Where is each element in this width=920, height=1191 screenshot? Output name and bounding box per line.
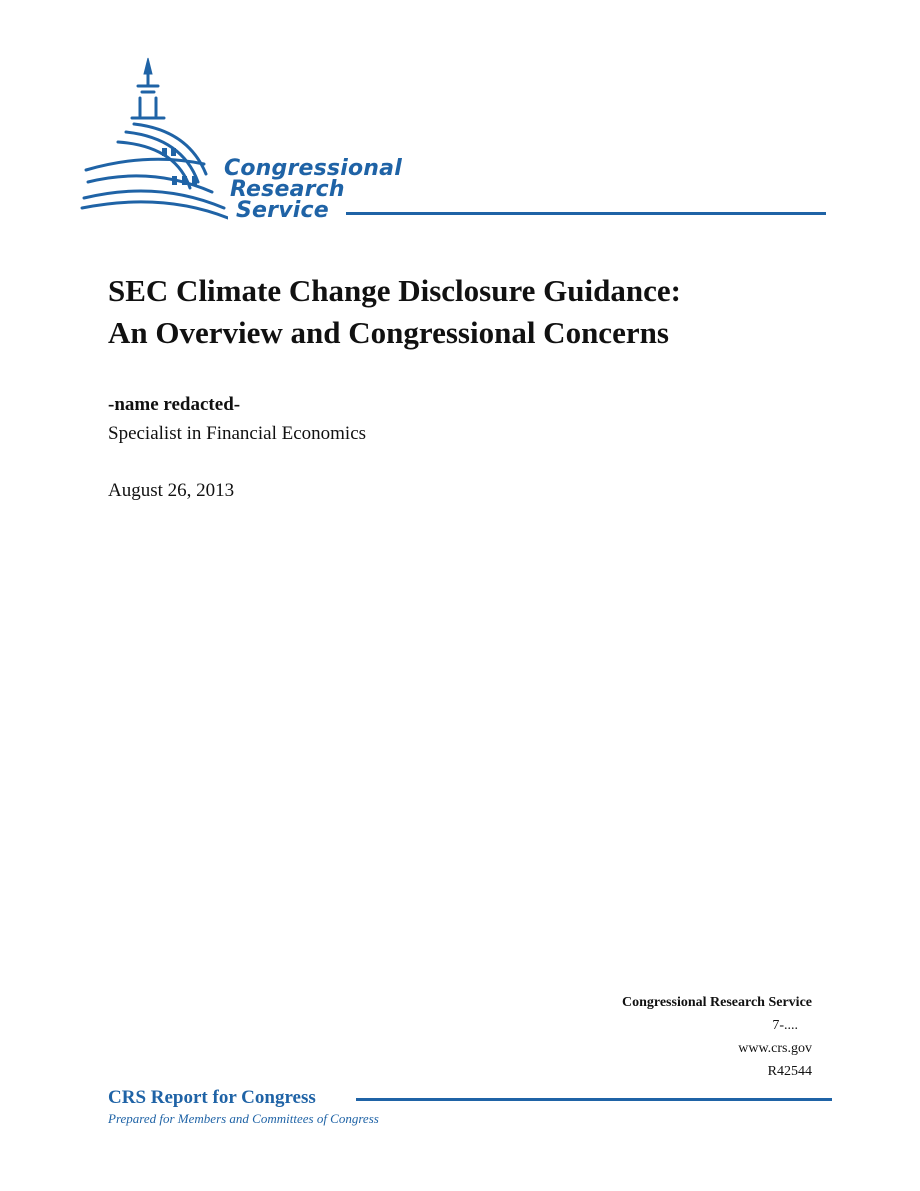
- series-rule: [356, 1098, 832, 1101]
- crs-logo: [78, 52, 838, 227]
- logo-rule: [346, 212, 826, 215]
- footer-info: [622, 991, 812, 1083]
- capitol-dome-icon: [78, 52, 228, 227]
- report-date: August 26, 2013: [108, 480, 235, 501]
- footer-org: Congressional Research Service: [621, 995, 812, 1010]
- title-line-1: SEC Climate Change Disclosure Guidance:: [108, 273, 681, 308]
- footer-phone: 7-....: [772, 1018, 798, 1033]
- logo-line-research: Research: [230, 177, 345, 202]
- title-line-2: An Overview and Congressional Concerns: [108, 315, 669, 350]
- report-title: [108, 270, 868, 354]
- author-name: -name redacted-: [108, 394, 241, 415]
- author-title: Specialist in Financial Economics: [108, 423, 367, 444]
- footer-url[interactable]: www.crs.gov: [738, 1041, 812, 1056]
- logo-line-service: Service: [236, 198, 329, 223]
- logo-line-congressional: Congressional: [224, 156, 402, 181]
- report-number: R42544: [767, 1064, 812, 1079]
- series-subtitle: Prepared for Members and Committees of Congress: [108, 1111, 379, 1126]
- series-title: CRS Report for Congress: [108, 1087, 316, 1108]
